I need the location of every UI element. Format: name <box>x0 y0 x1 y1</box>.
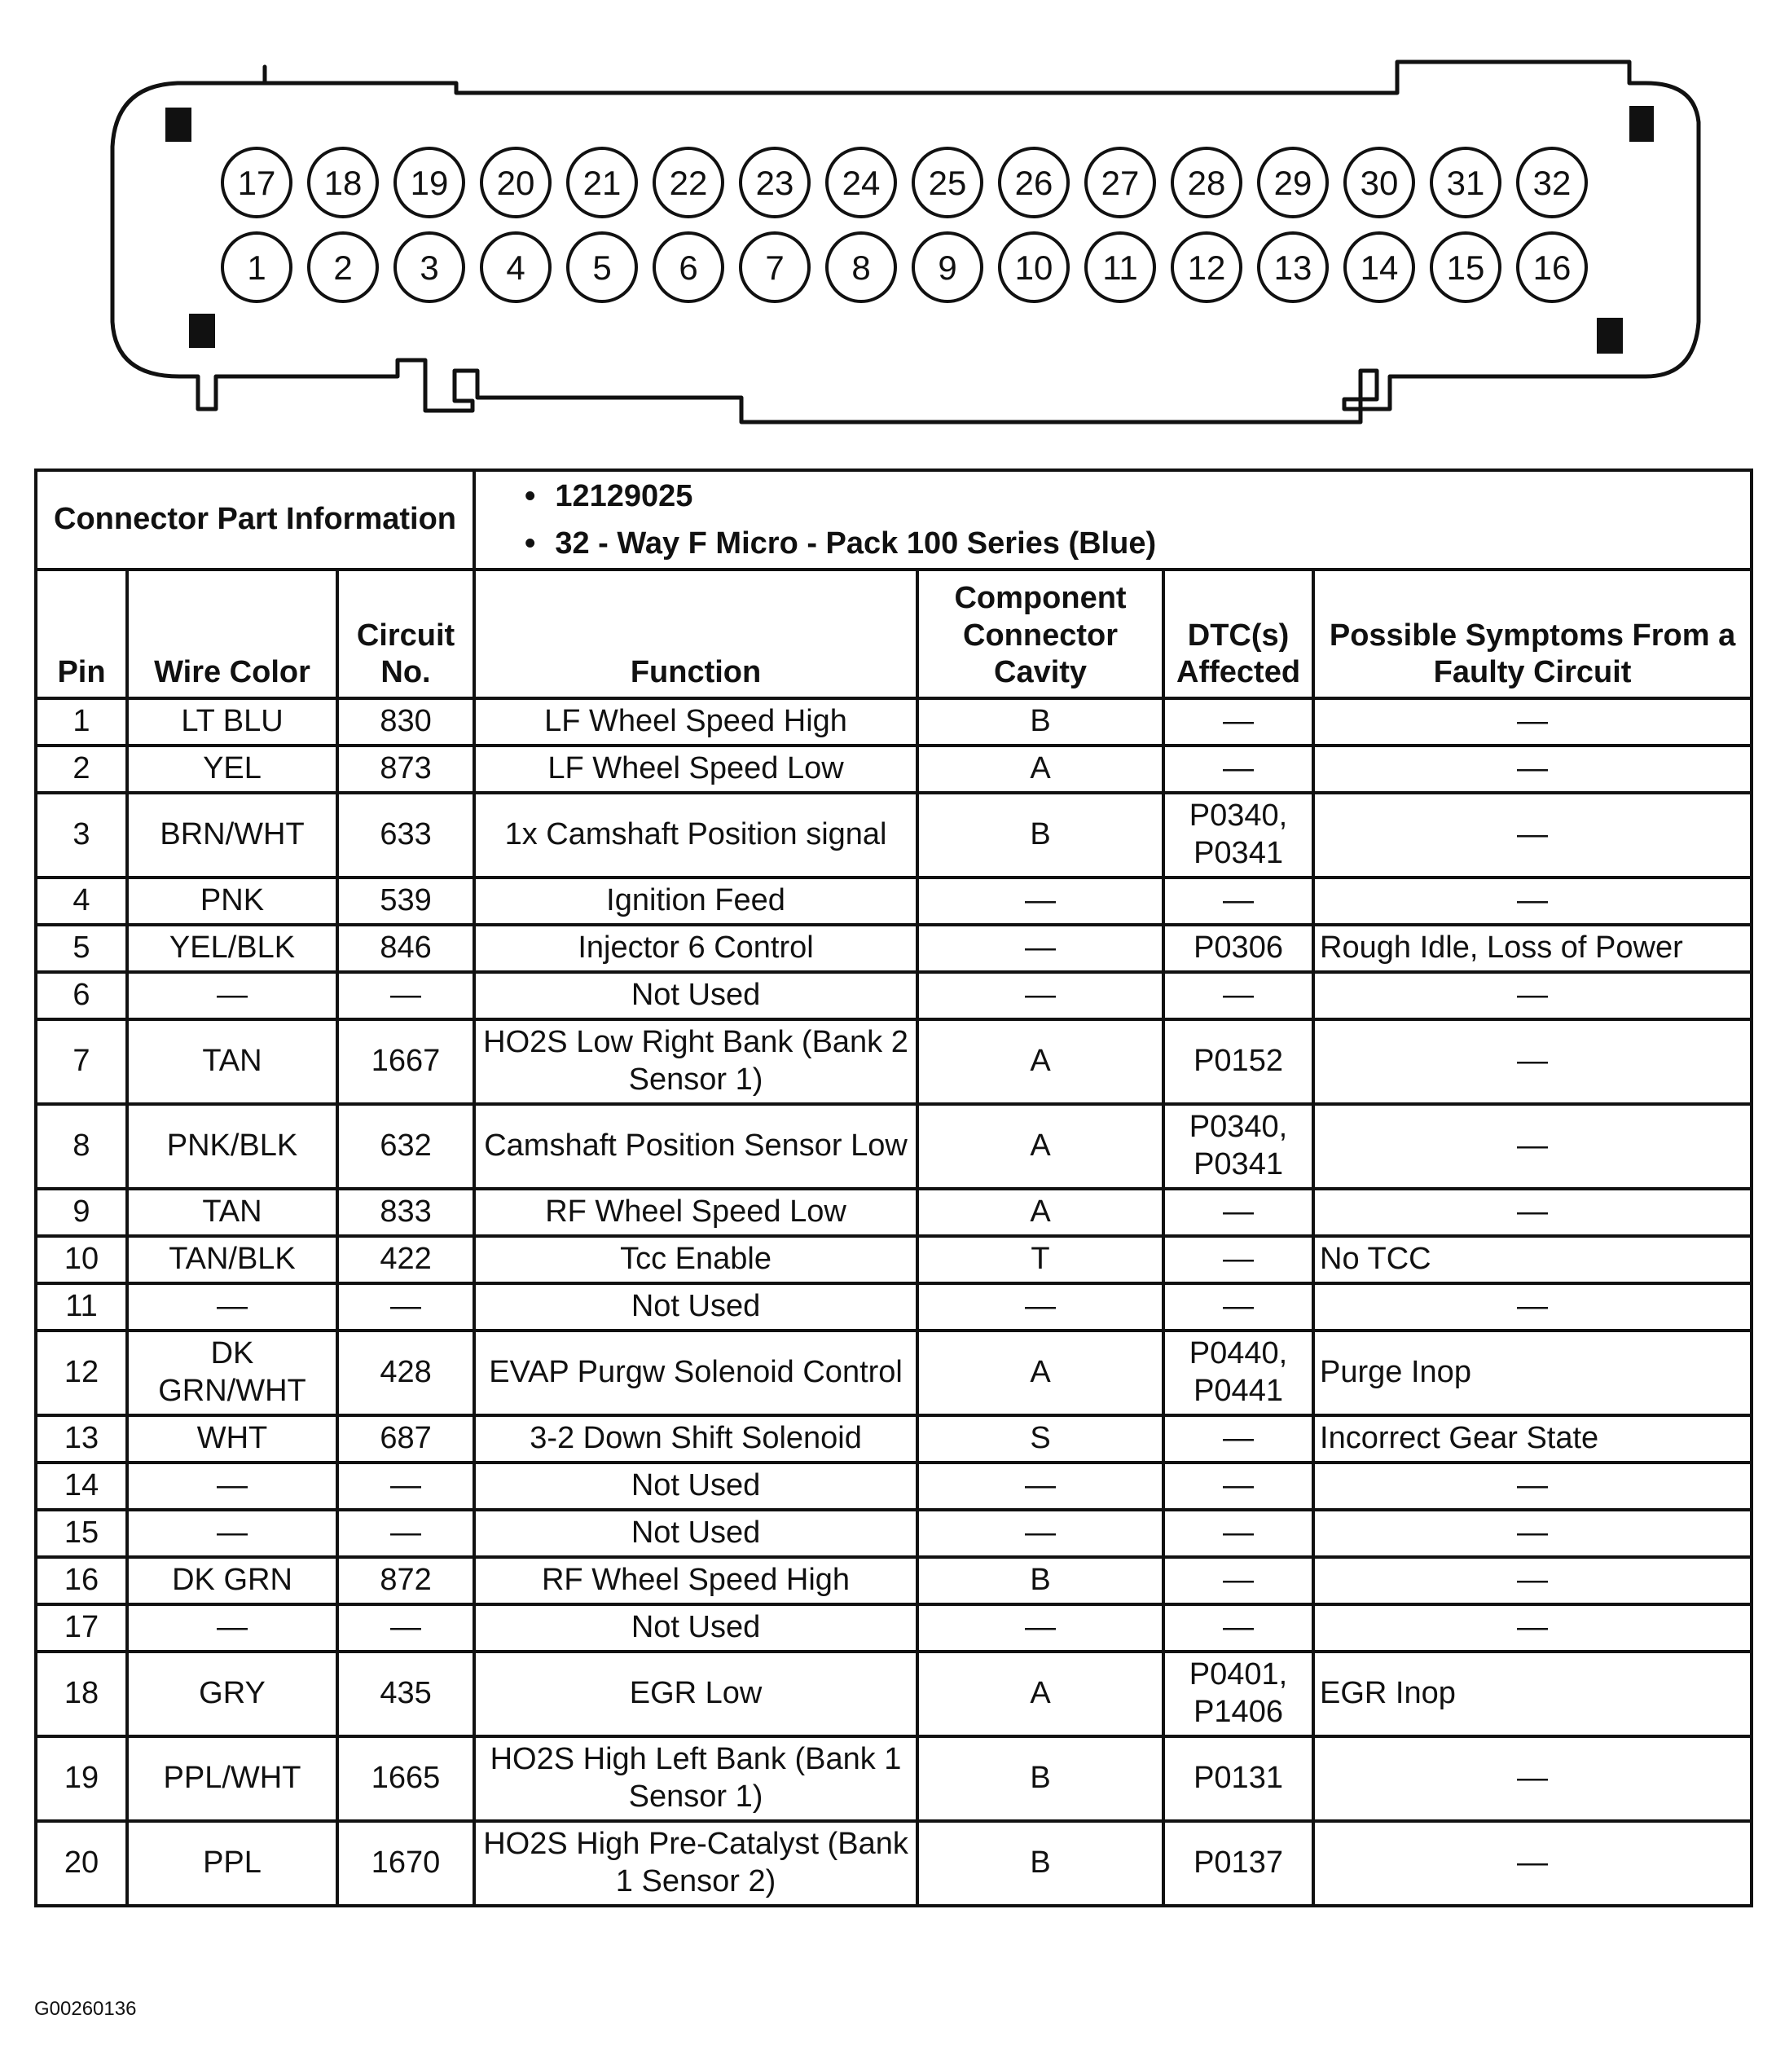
figure-id: G00260136 <box>34 1998 137 2020</box>
cell-function: HO2S High Left Bank (Bank 1 Sensor 1) <box>474 1736 917 1821</box>
table-row <box>36 793 1752 878</box>
pin-label: 15 <box>1446 249 1485 287</box>
cell-cavity: A <box>917 1019 1163 1104</box>
cell-dtc: — <box>1163 1510 1313 1557</box>
cell-function: Tcc Enable <box>474 1236 917 1283</box>
cell-dtc: — <box>1163 1415 1313 1463</box>
cell-pin: 7 <box>36 1019 127 1104</box>
cell-pin: 19 <box>36 1736 127 1821</box>
pin-label: 30 <box>1360 164 1399 202</box>
cell-circuit: 830 <box>337 698 474 746</box>
cell-pin: 12 <box>36 1331 127 1415</box>
table-row <box>36 1104 1752 1189</box>
pin-label: 29 <box>1273 164 1312 202</box>
cell-circuit: 632 <box>337 1104 474 1189</box>
pin-label: 18 <box>323 164 363 202</box>
cell-cavity: B <box>917 698 1163 746</box>
cell-symptoms: — <box>1313 1019 1752 1104</box>
cell-wire: PNK <box>127 878 337 925</box>
cell-function: Not Used <box>474 1510 917 1557</box>
cell-circuit: 1670 <box>337 1821 474 1906</box>
table-row <box>36 1019 1752 1104</box>
pin-label: 22 <box>669 164 708 202</box>
cell-circuit: — <box>337 972 474 1019</box>
pin-label: 5 <box>592 249 612 287</box>
table-row <box>36 1415 1752 1463</box>
cell-function: LF Wheel Speed High <box>474 698 917 746</box>
cell-wire: DK GRN <box>127 1557 337 1604</box>
cell-circuit: — <box>337 1604 474 1652</box>
cell-pin: 1 <box>36 698 127 746</box>
cell-function: LF Wheel Speed Low <box>474 746 917 793</box>
pin-label: 32 <box>1532 164 1572 202</box>
cell-wire: DK GRN/WHT <box>127 1331 337 1415</box>
pin-label: 16 <box>1532 249 1572 287</box>
cell-function: 1x Camshaft Position signal <box>474 793 917 878</box>
cell-pin: 15 <box>36 1510 127 1557</box>
cell-function: Not Used <box>474 1604 917 1652</box>
table-row <box>36 1652 1752 1736</box>
cell-pin: 8 <box>36 1104 127 1189</box>
cell-cavity: — <box>917 1283 1163 1331</box>
cell-dtc: P0131 <box>1163 1736 1313 1821</box>
cell-circuit: — <box>337 1283 474 1331</box>
cell-circuit: 1665 <box>337 1736 474 1821</box>
table-row <box>36 1236 1752 1283</box>
cell-symptoms: — <box>1313 1557 1752 1604</box>
cell-cavity: — <box>917 972 1163 1019</box>
pin-label: 19 <box>410 164 449 202</box>
cell-symptoms: — <box>1313 746 1752 793</box>
cell-pin: 18 <box>36 1652 127 1736</box>
cell-function: Injector 6 Control <box>474 925 917 972</box>
table-row <box>36 698 1752 746</box>
key-marker-top-left <box>165 108 191 142</box>
pin-label: 4 <box>506 249 525 287</box>
pin-label: 23 <box>755 164 794 202</box>
cell-circuit: 873 <box>337 746 474 793</box>
cell-dtc: P0440, P0441 <box>1163 1331 1313 1415</box>
cell-wire: — <box>127 1283 337 1331</box>
cell-function: Camshaft Position Sensor Low <box>474 1104 917 1189</box>
pin-label: 11 <box>1102 249 1138 287</box>
col-function: Function <box>474 570 917 698</box>
cell-wire: — <box>127 1604 337 1652</box>
cell-wire: TAN/BLK <box>127 1236 337 1283</box>
table-row <box>36 925 1752 972</box>
connector-housing <box>112 62 1699 422</box>
table-row <box>36 1821 1752 1906</box>
connector-info-list <box>474 470 1752 570</box>
cell-dtc: P0152 <box>1163 1019 1313 1104</box>
pin-label: 21 <box>582 164 622 202</box>
cell-dtc: P0306 <box>1163 925 1313 972</box>
table-row <box>36 1604 1752 1652</box>
pin-label: 6 <box>679 249 698 287</box>
cell-dtc: — <box>1163 1463 1313 1510</box>
cell-symptoms: — <box>1313 1283 1752 1331</box>
table-body <box>36 698 1752 1906</box>
cell-symptoms: Rough Idle, Loss of Power <box>1313 925 1752 972</box>
cell-symptoms: — <box>1313 972 1752 1019</box>
connector-diagram <box>0 0 1776 456</box>
cell-pin: 2 <box>36 746 127 793</box>
cell-symptoms: — <box>1313 1821 1752 1906</box>
cell-pin: 13 <box>36 1415 127 1463</box>
cell-pin: 10 <box>36 1236 127 1283</box>
cell-symptoms: — <box>1313 878 1752 925</box>
key-marker-top-right <box>1629 106 1654 142</box>
cell-function: Not Used <box>474 972 917 1019</box>
cell-symptoms: — <box>1313 698 1752 746</box>
cell-symptoms: EGR Inop <box>1313 1652 1752 1736</box>
col-dtc: DTC(s) Affected <box>1163 570 1313 698</box>
cell-circuit: 687 <box>337 1415 474 1463</box>
cell-cavity: — <box>917 1604 1163 1652</box>
cell-function: RF Wheel Speed High <box>474 1557 917 1604</box>
cell-pin: 16 <box>36 1557 127 1604</box>
table-row <box>36 746 1752 793</box>
cell-circuit: 872 <box>337 1557 474 1604</box>
cell-circuit: 428 <box>337 1331 474 1415</box>
cell-symptoms: — <box>1313 793 1752 878</box>
pin-label: 8 <box>851 249 871 287</box>
cell-cavity: A <box>917 1104 1163 1189</box>
cell-circuit: 435 <box>337 1652 474 1736</box>
cell-circuit: 422 <box>337 1236 474 1283</box>
cell-pin: 11 <box>36 1283 127 1331</box>
cell-cavity: B <box>917 1821 1163 1906</box>
cell-pin: 14 <box>36 1463 127 1510</box>
cell-dtc: — <box>1163 878 1313 925</box>
table-row <box>36 972 1752 1019</box>
cell-cavity: A <box>917 1331 1163 1415</box>
cell-pin: 4 <box>36 878 127 925</box>
key-marker-bottom-right <box>1597 318 1623 354</box>
pin-label: 28 <box>1187 164 1226 202</box>
cell-cavity: — <box>917 1463 1163 1510</box>
col-wire-color: Wire Color <box>127 570 337 698</box>
cell-function: 3-2 Down Shift Solenoid <box>474 1415 917 1463</box>
key-marker-bottom-left <box>189 314 215 348</box>
cell-dtc: P0340, P0341 <box>1163 1104 1313 1189</box>
cell-wire: YEL/BLK <box>127 925 337 972</box>
pin-label: 26 <box>1014 164 1053 202</box>
col-cavity: Component Connector Cavity <box>917 570 1163 698</box>
pin-label: 24 <box>842 164 881 202</box>
cell-dtc: P0401, P1406 <box>1163 1652 1313 1736</box>
cell-cavity: B <box>917 1557 1163 1604</box>
table-row <box>36 1510 1752 1557</box>
cell-cavity: A <box>917 746 1163 793</box>
cell-circuit: 846 <box>337 925 474 972</box>
pin-label: 20 <box>496 164 535 202</box>
cell-wire: GRY <box>127 1652 337 1736</box>
cell-wire: TAN <box>127 1019 337 1104</box>
pin-label: 1 <box>247 249 266 287</box>
cell-cavity: — <box>917 878 1163 925</box>
cell-symptoms: — <box>1313 1463 1752 1510</box>
pin-label: 14 <box>1360 249 1399 287</box>
cell-dtc: — <box>1163 1236 1313 1283</box>
cell-dtc: P0137 <box>1163 1821 1313 1906</box>
cell-wire: TAN <box>127 1189 337 1236</box>
cell-wire: LT BLU <box>127 698 337 746</box>
cell-dtc: — <box>1163 972 1313 1019</box>
pin-label: 10 <box>1014 249 1053 287</box>
cell-wire: — <box>127 1463 337 1510</box>
cell-symptoms: No TCC <box>1313 1236 1752 1283</box>
table-row <box>36 1557 1752 1604</box>
cell-pin: 17 <box>36 1604 127 1652</box>
cell-symptoms: — <box>1313 1604 1752 1652</box>
cell-dtc: — <box>1163 1189 1313 1236</box>
cell-circuit: — <box>337 1510 474 1557</box>
cell-wire: PPL/WHT <box>127 1736 337 1821</box>
col-symptoms: Possible Symptoms From a Faulty Circuit <box>1313 570 1752 698</box>
table-row <box>36 1189 1752 1236</box>
cell-function: Not Used <box>474 1283 917 1331</box>
cell-pin: 20 <box>36 1821 127 1906</box>
cell-wire: PPL <box>127 1821 337 1906</box>
cell-circuit: — <box>337 1463 474 1510</box>
cell-pin: 9 <box>36 1189 127 1236</box>
cell-pin: 5 <box>36 925 127 972</box>
cell-wire: YEL <box>127 746 337 793</box>
cell-wire: BRN/WHT <box>127 793 337 878</box>
table-header <box>36 570 1752 698</box>
cell-wire: — <box>127 1510 337 1557</box>
connector-description: • 32 - Way F Micro - Pack 100 Series (Blue) <box>525 520 1745 567</box>
pin-label: 2 <box>333 249 353 287</box>
connector-info-row <box>36 470 1752 570</box>
cell-cavity: A <box>917 1189 1163 1236</box>
cell-dtc: — <box>1163 1604 1313 1652</box>
cell-dtc: — <box>1163 1283 1313 1331</box>
table-row <box>36 1736 1752 1821</box>
cell-pin: 3 <box>36 793 127 878</box>
cell-cavity: S <box>917 1415 1163 1463</box>
pin-label: 3 <box>420 249 439 287</box>
cell-cavity: — <box>917 1510 1163 1557</box>
cell-function: HO2S Low Right Bank (Bank 2 Sensor 1) <box>474 1019 917 1104</box>
cell-function: RF Wheel Speed Low <box>474 1189 917 1236</box>
cell-symptoms: — <box>1313 1189 1752 1236</box>
pin-label: 12 <box>1187 249 1226 287</box>
pin-label: 7 <box>765 249 785 287</box>
cell-cavity: — <box>917 925 1163 972</box>
col-circuit: Circuit No. <box>337 570 474 698</box>
cell-dtc: P0340, P0341 <box>1163 793 1313 878</box>
cell-cavity: A <box>917 1652 1163 1736</box>
cell-symptoms: — <box>1313 1510 1752 1557</box>
cell-function: Not Used <box>474 1463 917 1510</box>
cell-function: EGR Low <box>474 1652 917 1736</box>
pin-label: 13 <box>1273 249 1312 287</box>
cell-dtc: — <box>1163 746 1313 793</box>
cell-cavity: B <box>917 793 1163 878</box>
part-number: • 12129025 <box>525 473 1745 520</box>
cell-symptoms: Purge Inop <box>1313 1331 1752 1415</box>
cell-wire: WHT <box>127 1415 337 1463</box>
table-row <box>36 1331 1752 1415</box>
pin-label: 25 <box>928 164 967 202</box>
table-row <box>36 1283 1752 1331</box>
connector-info-label: Connector Part Information <box>36 470 474 570</box>
cell-function: HO2S High Pre-Catalyst (Bank 1 Sensor 2) <box>474 1821 917 1906</box>
pin-label: 27 <box>1101 164 1140 202</box>
cell-symptoms: Incorrect Gear State <box>1313 1415 1752 1463</box>
cell-function: Ignition Feed <box>474 878 917 925</box>
cell-cavity: B <box>917 1736 1163 1821</box>
cell-cavity: T <box>917 1236 1163 1283</box>
cell-symptoms: — <box>1313 1736 1752 1821</box>
cell-pin: 6 <box>36 972 127 1019</box>
cell-dtc: — <box>1163 698 1313 746</box>
pin-label: 9 <box>938 249 957 287</box>
cell-function: EVAP Purgw Solenoid Control <box>474 1331 917 1415</box>
cell-wire: PNK/BLK <box>127 1104 337 1189</box>
col-pin: Pin <box>36 570 127 698</box>
table-row <box>36 1463 1752 1510</box>
pin-label: 17 <box>237 164 276 202</box>
cell-circuit: 833 <box>337 1189 474 1236</box>
pin-label: 31 <box>1446 164 1485 202</box>
cell-symptoms: — <box>1313 1104 1752 1189</box>
cell-circuit: 633 <box>337 793 474 878</box>
cell-dtc: — <box>1163 1557 1313 1604</box>
cell-wire: — <box>127 972 337 1019</box>
cell-circuit: 539 <box>337 878 474 925</box>
connector-outline <box>0 0 1776 456</box>
cell-circuit: 1667 <box>337 1019 474 1104</box>
pin-table <box>34 469 1753 1907</box>
table-row <box>36 878 1752 925</box>
